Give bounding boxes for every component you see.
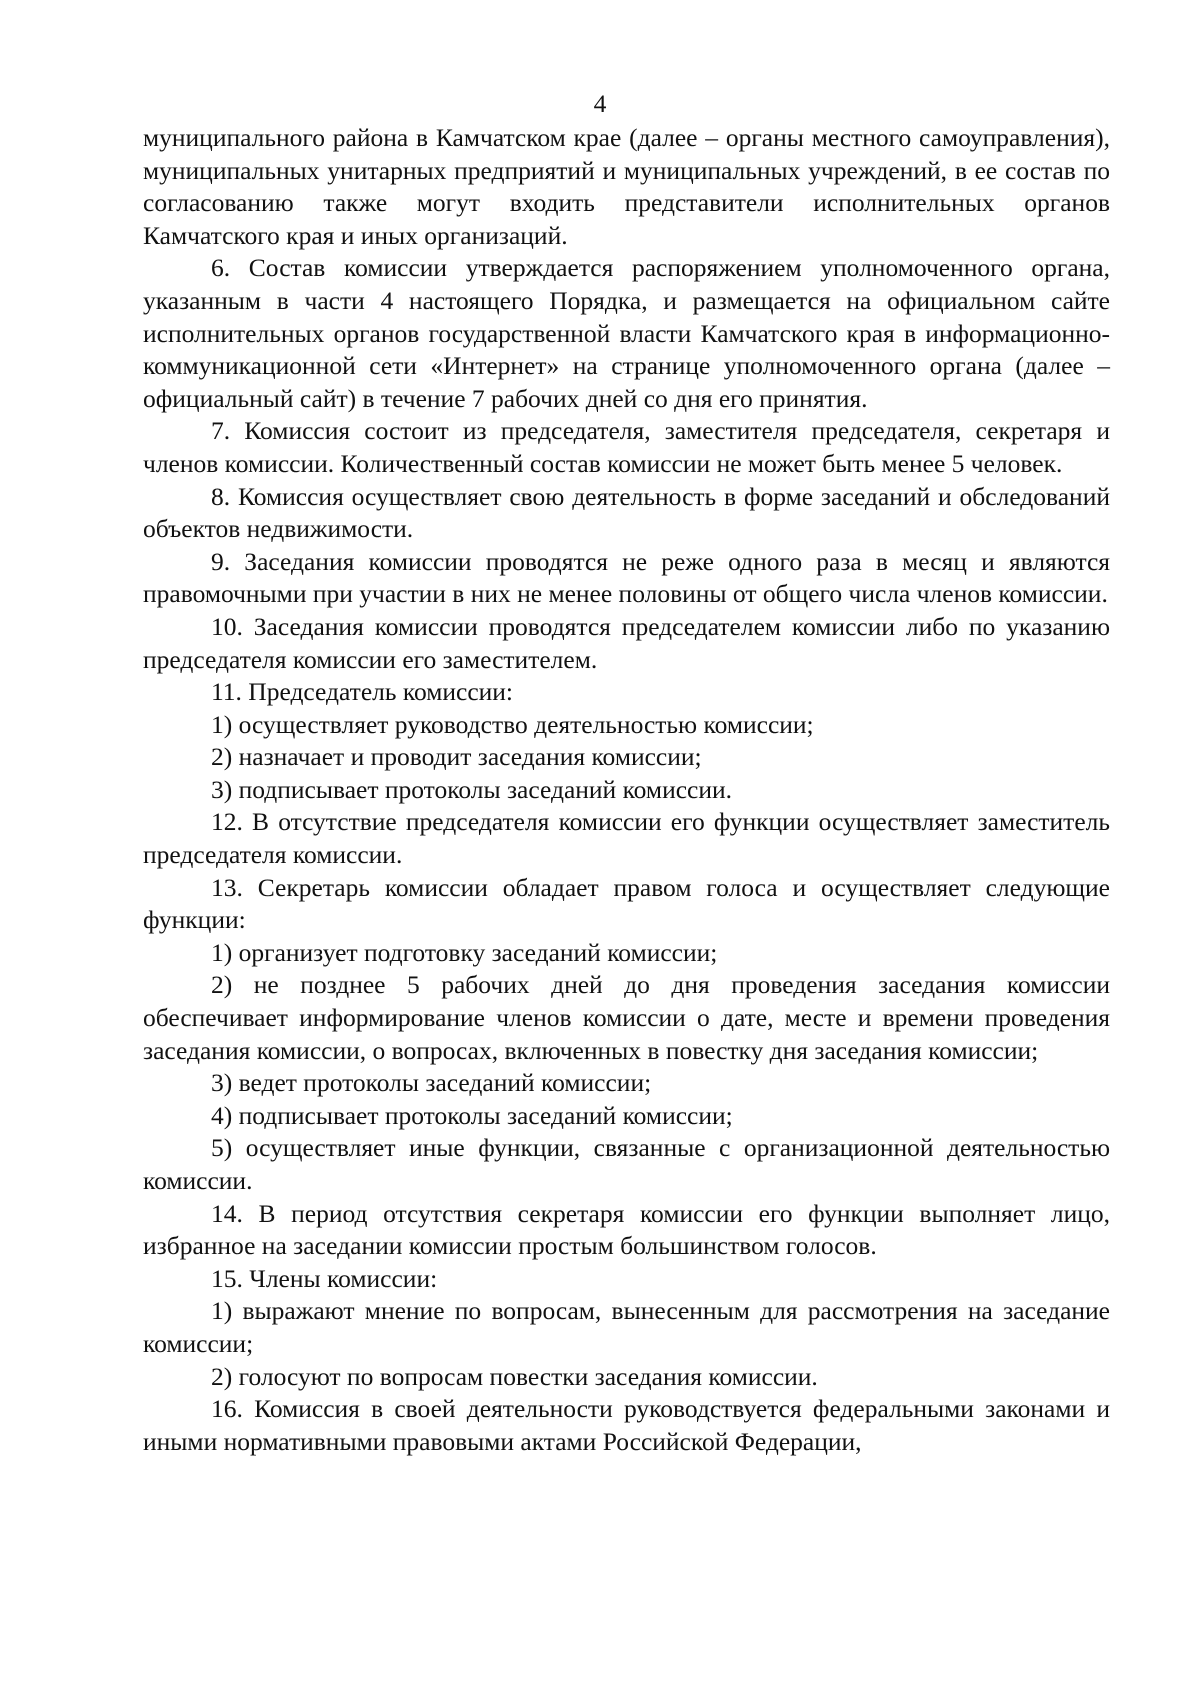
list-item-11-3: 3) подписывает протоколы заседаний комиссии. <box>211 774 733 804</box>
list-item-13-4: 4) подписывает протоколы заседаний комиссии; <box>211 1100 733 1130</box>
document-body <box>143 122 1110 1458</box>
list-item-15-1: 1) выражают мнение по вопросам, вынесенным для рассмотрения на заседание комиссии; <box>143 1296 1110 1358</box>
paragraph-7: 7. Комиссия состоит из председателя, заместителя председателя, секретаря и членов комиссии. Количественный состав комиссии не может быть менее 5 человек. <box>143 416 1110 478</box>
list-item-13-1: 1) организует подготовку заседаний комиссии; <box>211 937 718 967</box>
list-item-13-2: 2) не позднее 5 рабочих дней до дня проведения заседания комиссии обеспечивает информирование членов комиссии о дате, месте и времени проведения заседания комиссии, о вопросах, включенных в повестку дня заседания комиссии; <box>143 970 1110 1065</box>
list-item-11-2: 2) назначает и проводит заседания комиссии; <box>211 742 702 772</box>
list-item-11-1: 1) осуществляет руководство деятельностью комиссии; <box>211 709 814 739</box>
paragraph-12: 12. В отсутствие председателя комиссии его функции осуществляет заместитель председателя комиссии. <box>143 807 1110 870</box>
paragraph-10: 10. Заседания комиссии проводятся председателем комиссии либо по указанию председателя комиссии его заместителем. <box>143 611 1110 674</box>
paragraph-8: 8. Комиссия осуществляет свою деятельность в форме заседаний и обследований объектов недвижимости. <box>143 481 1110 544</box>
page-number: 4 <box>593 89 607 118</box>
paragraph-15: 15. Члены комиссии: <box>211 1263 438 1293</box>
paragraph-continuation: муниципального района в Камчатском крае (далее – органы местного самоуправления), муниципальных унитарных предприятий и муниципальных учреждений, в ее состав по согласованию также могут входить представители исполнительных органов Камчатского края и иных организаций. <box>143 123 1110 250</box>
paragraph-13: 13. Секретарь комиссии обладает правом голоса и осуществляет следующие функции: <box>143 872 1110 935</box>
list-item-15-2: 2) голосуют по вопросам повестки заседания комиссии. <box>211 1361 818 1391</box>
paragraph-16: 16. Комиссия в своей деятельности руководствуется федеральными законами и иными нормативными правовыми актами Российской Федерации, <box>143 1394 1110 1456</box>
paragraph-11: 11. Председатель комиссии: <box>211 677 514 707</box>
list-item-13-5: 5) осуществляет иные функции, связанные с организационной деятельностью комиссии. <box>143 1133 1110 1195</box>
paragraph-9: 9. Заседания комиссии проводятся не реже одного раза в месяц и являются правомочными при участии в них не менее половины от общего числа членов комиссии. <box>143 546 1110 609</box>
list-item-13-3: 3) ведет протоколы заседаний комиссии; <box>211 1068 652 1098</box>
paragraph-14: 14. В период отсутствия секретаря комиссии его функции выполняет лицо, избранное на заседании комиссии простым большинством голосов. <box>143 1198 1110 1261</box>
paragraph-6: 6. Состав комиссии утверждается распоряжением уполномоченного органа, указанным в части 4 настоящего Порядка, и размещается на официальном сайте исполнительных органов государственной власти Камчатского края в информационно-коммуникационной сети «Интернет» на странице уполномоченного органа (далее – официальный сайт) в течение 7 рабочих дней со дня его принятия. <box>143 253 1110 413</box>
